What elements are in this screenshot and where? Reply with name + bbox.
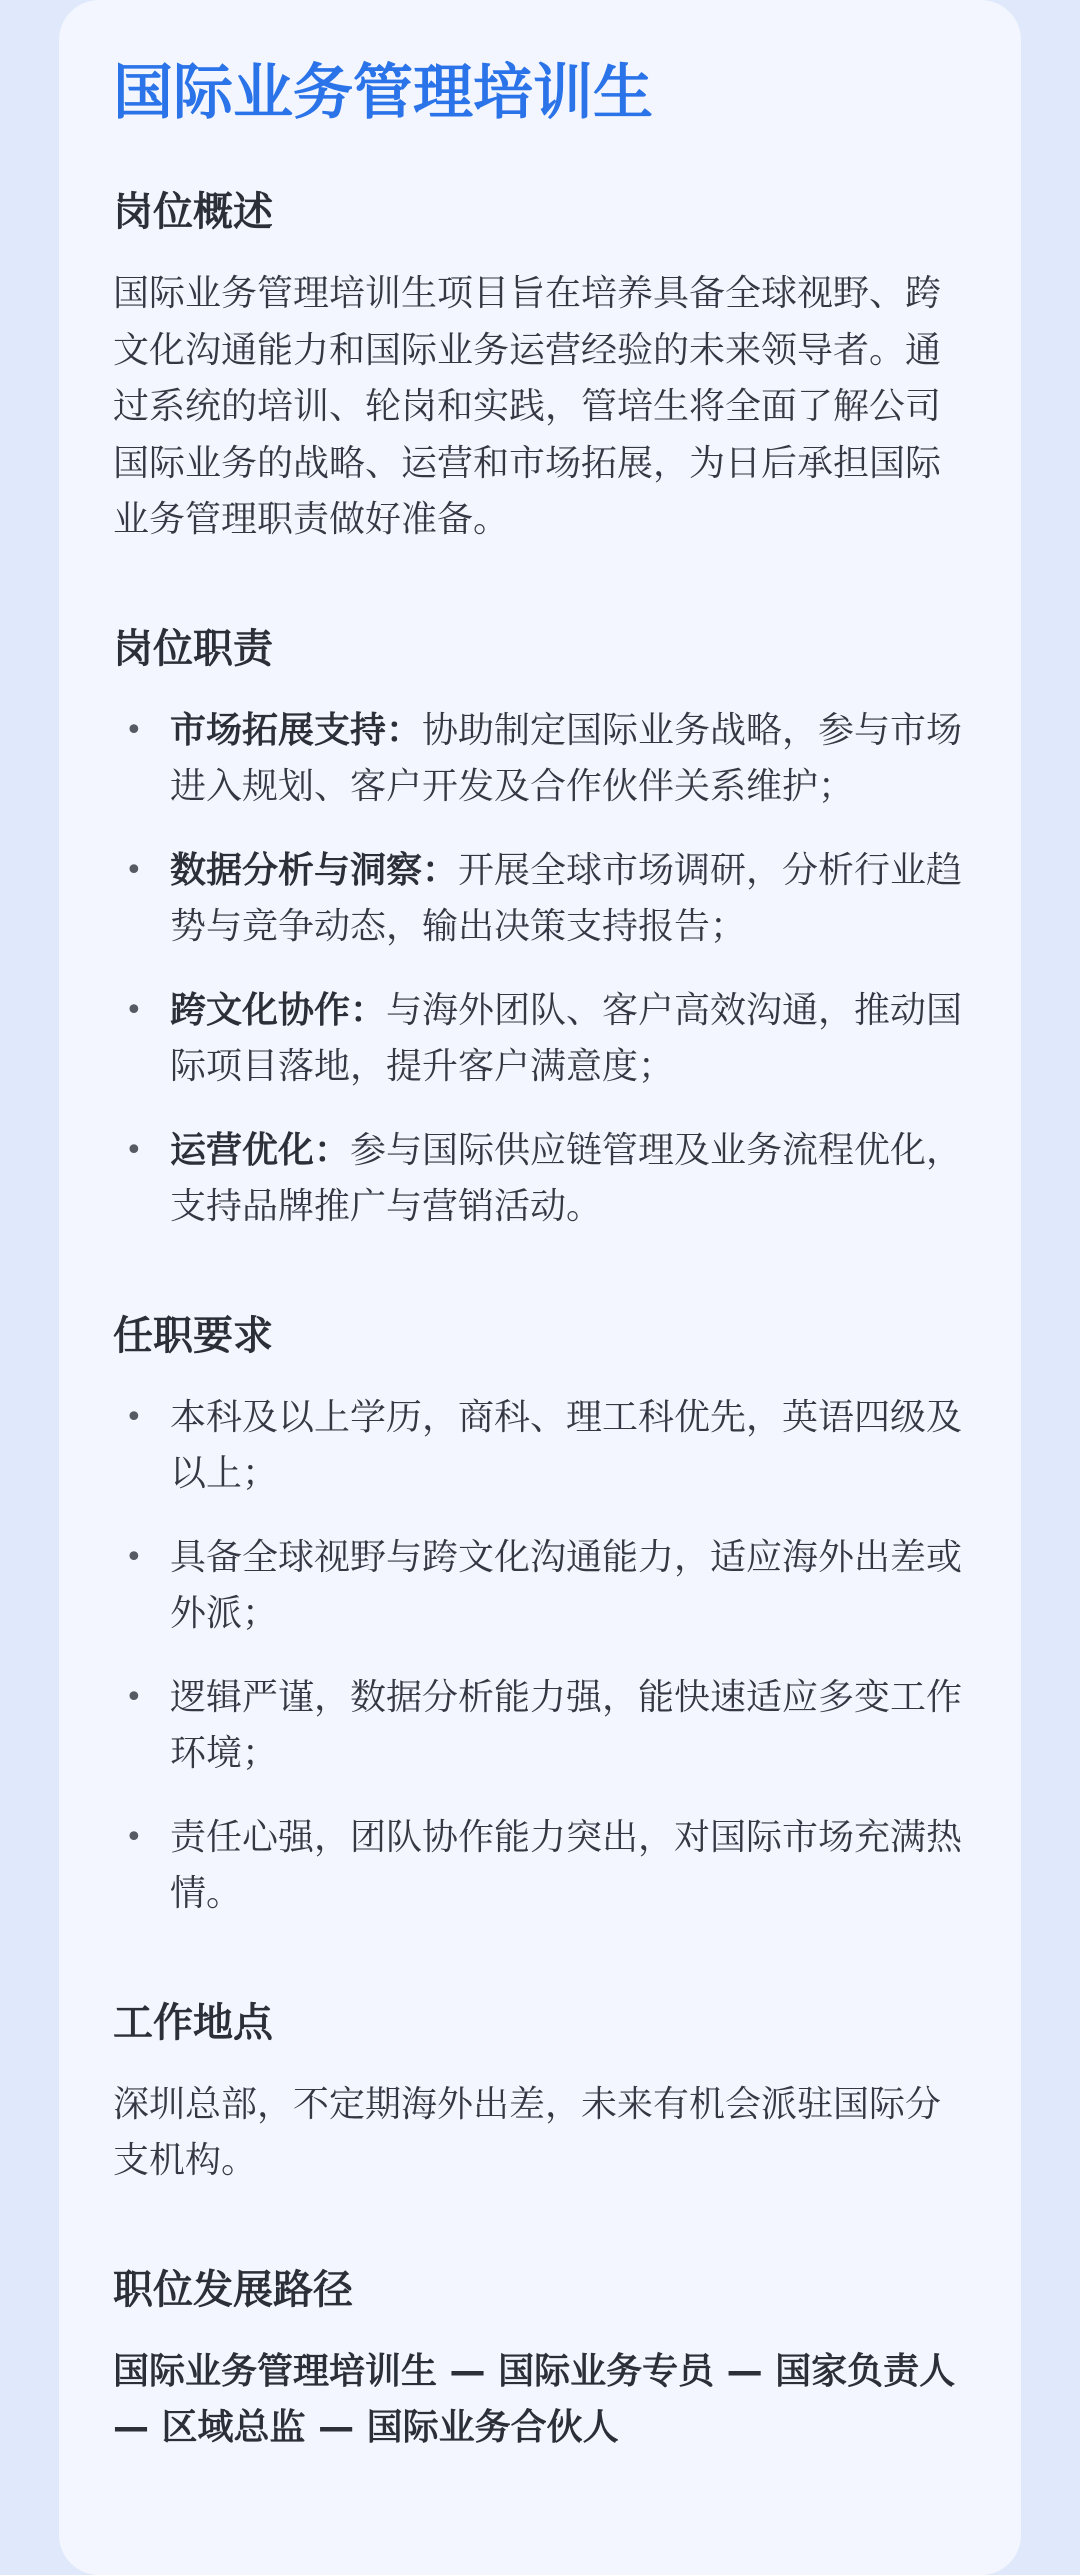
career-path-section (113, 2260, 967, 2457)
overview-section (113, 182, 967, 549)
bullet-icon: • (125, 1679, 143, 1715)
duty-text: 开展全球市场调研，分析行业趋势与竞争动态，输出决策支持报告； (170, 849, 963, 947)
bullet-icon: • (125, 992, 143, 1028)
requirements-list (113, 1390, 967, 1923)
bullet-icon: • (125, 712, 143, 748)
duty-label: 运营优化： (170, 1129, 351, 1171)
requirement-item (113, 1390, 967, 1503)
duty-label: 跨文化协作： (170, 989, 387, 1031)
location-heading: 工作地点 (113, 1999, 273, 2046)
duty-item (113, 1123, 967, 1236)
bullet-icon: • (125, 1539, 143, 1575)
duty-text: 协助制定国际业务战略，参与市场进入规划、客户开发及合作伙伴关系维护； (170, 709, 963, 807)
career-path-heading: 职位发展路径 (113, 2266, 353, 2313)
requirements-section (113, 1306, 967, 1923)
requirement-text: 具备全球视野与跨文化沟通能力，适应海外出差或外派； (170, 1536, 963, 1634)
job-description-card (59, 0, 1021, 2575)
location-section (113, 1993, 967, 2190)
duty-item (113, 983, 967, 1096)
duty-text: 与海外团队、客户高效沟通，推动国际项目落地，提升客户满意度； (170, 989, 963, 1087)
page-title: 国际业务管理培训生 (113, 58, 653, 128)
duty-item (113, 843, 967, 956)
requirement-text: 逻辑严谨，数据分析能力强，能快速适应多变工作环境； (170, 1676, 963, 1774)
requirement-item (113, 1670, 967, 1783)
bullet-icon: • (125, 1132, 143, 1168)
duty-item (113, 703, 967, 816)
overview-heading: 岗位概述 (113, 189, 273, 235)
duty-label: 市场拓展支持： (170, 709, 423, 751)
requirement-text: 本科及以上学历，商科、理工科优先，英语四级及以上； (170, 1396, 963, 1494)
location-text: 深圳总部，不定期海外出差，未来有机会派驻国际分支机构。 (113, 2083, 942, 2181)
duties-list (113, 703, 967, 1236)
career-path-text: 国际业务管理培训生 — 国际业务专员 — 国家负责人 — 区域总监 — 国际业务合伙人 (113, 2350, 956, 2448)
duties-section (113, 619, 967, 1236)
bullet-icon: • (125, 852, 143, 888)
duty-text: 参与国际供应链管理及业务流程优化，支持品牌推广与营销活动。 (170, 1129, 963, 1227)
duty-label: 数据分析与洞察： (170, 849, 459, 891)
bullet-icon: • (125, 1819, 143, 1855)
requirements-heading: 任职要求 (113, 1312, 273, 1359)
bullet-icon: • (125, 1399, 143, 1435)
requirement-text: 责任心强，团队协作能力突出，对国际市场充满热情。 (170, 1816, 963, 1914)
requirement-item (113, 1530, 967, 1643)
requirement-item (113, 1810, 967, 1923)
duties-heading: 岗位职责 (113, 625, 273, 672)
overview-text: 国际业务管理培训生项目旨在培养具备全球视野、跨文化沟通能力和国际业务运营经验的未来领导者。通过系统的培训、轮岗和实践，管培生将全面了解公司国际业务的战略、运营和市场拓展，为日后承担国际业务管理职责做好准备。 (113, 273, 942, 540)
